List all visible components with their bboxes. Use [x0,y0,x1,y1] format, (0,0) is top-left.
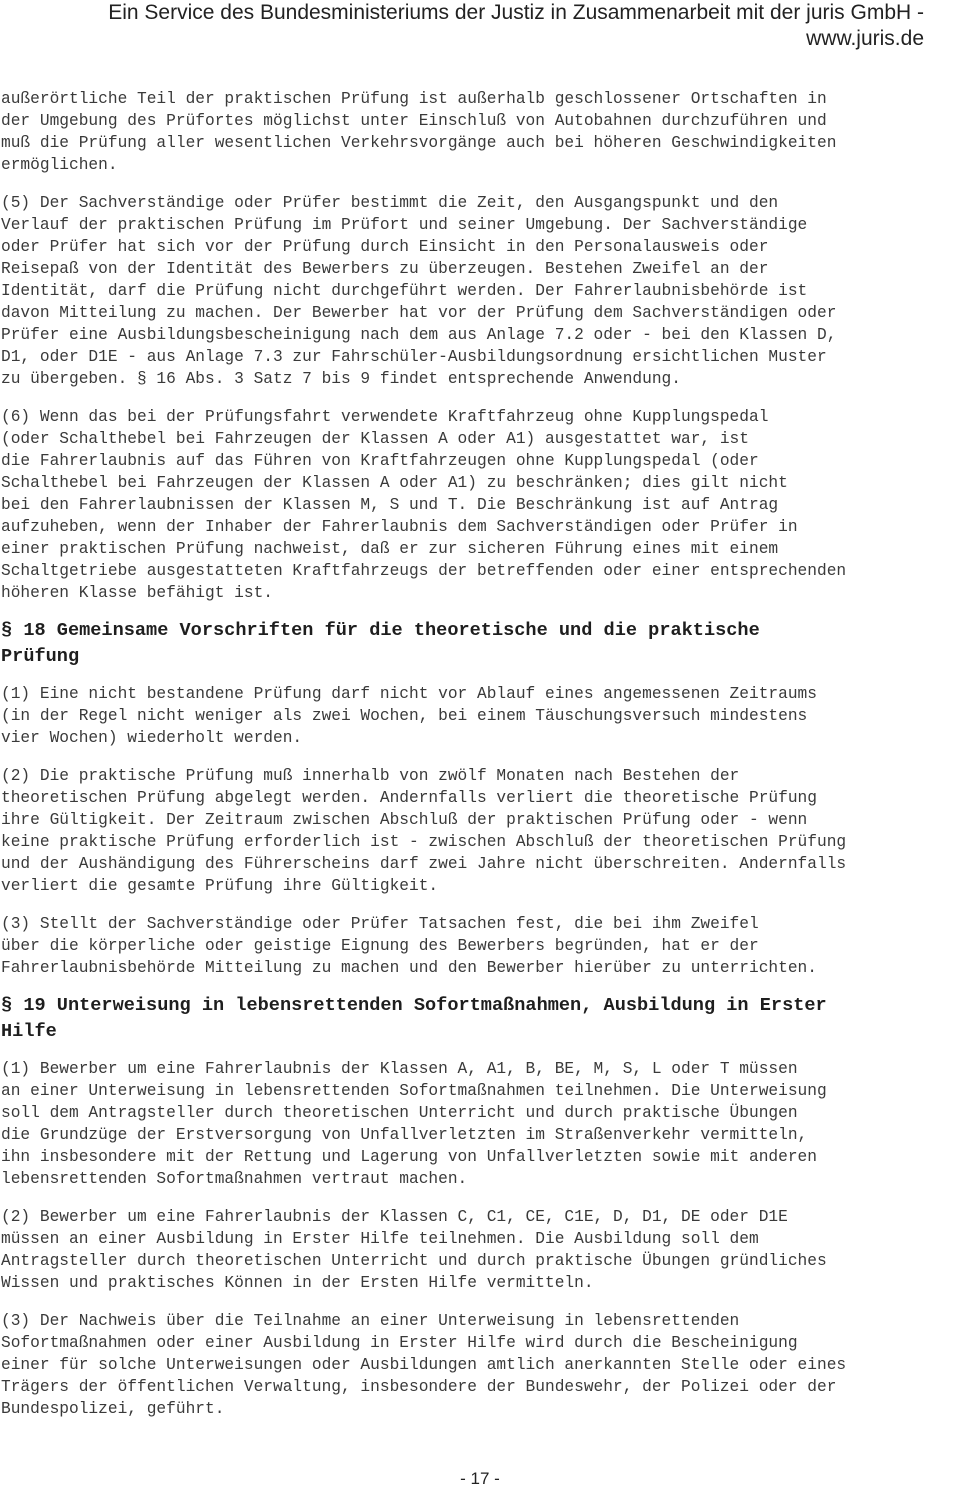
document-body [1,88,960,1420]
paragraph-18-2: (2) Die praktische Prüfung muß innerhalb von zwölf Monaten nach Bestehen der theoretischen Prüfung abgelegt werden. Andernfalls verliert die theoretische Prüfung ihre Gültigkeit. Der Zeitraum zwischen Abschluß der praktischen Prüfung oder - wenn keine praktische Prüfung erforderlich ist - zwischen Abschluß der theoretischen Prüfung und der Aushändigung des Führerscheins darf zwei Jahre nicht überschreiten. Andernfalls verliert die gesamte Prüfung ihre Gültigkeit. [1,767,847,895]
page-number: - 17 - [460,1469,500,1488]
paragraph-19-2: (2) Bewerber um eine Fahrerlaubnis der Klassen C, C1, CE, C1E, D, D1, DE oder D1E müssen an einer Ausbildung in Erster Hilfe teilnehmen. Die Ausbildung soll dem Antragsteller durch theoretischen Unterricht und durch praktische Übungen gründliches Wissen und praktisches Können in der Ersten Hilfe vermitteln. [1,1208,827,1292]
header-service-line: Ein Service des Bundesministeriums der Justiz in Zusammenarbeit mit der juris GmbH - [108,1,924,24]
section-19-heading: § 19 Unterweisung in lebensrettenden Sofortmaßnahmen, Ausbildung in Erster Hilfe [1,995,827,1042]
paragraph-19-3: (3) Der Nachweis über die Teilnahme an einer Unterweisung in lebensrettenden Sofortmaßnahmen oder einer Ausbildung in Erster Hilfe wird durch die Bescheinigung einer für solche Unterweisungen oder Ausbildungen amtlich anerkannten Stelle oder eines Trägers der öffentlichen Verwaltung, insbesondere der Bundeswehr, der Polizei oder der Bundespolizei, geführt. [1,1312,847,1418]
header-website: www.juris.de [806,27,924,50]
paragraph-18-1: (1) Eine nicht bestandene Prüfung darf nicht vor Ablauf eines angemessenen Zeitraums (in der Regel nicht weniger als zwei Wochen, bei einem Täuschungsversuch mindestens vier Wochen) wiederholt werden. [1,685,817,747]
page-header [24,0,924,52]
paragraph-19-1: (1) Bewerber um eine Fahrerlaubnis der Klassen A, A1, B, BE, M, S, L oder T müssen an einer Unterweisung in lebensrettenden Sofortmaßnahmen teilnehmen. Die Unterweisung soll dem Antragsteller durch theoretischen Unterricht und durch praktische Übungen die Grundzüge der Erstversorgung von Unfallverletzten im Straßenverkehr vermitteln, ihn insbesondere mit der Rettung und Lagerung von Unfallverletzten sowie mit anderen lebensrettenden Sofortmaßnahmen vertraut machen. [1,1060,827,1188]
paragraph-17-5: (5) Der Sachverständige oder Prüfer bestimmt die Zeit, den Ausgangspunkt und den Verlauf der praktischen Prüfung im Prüfort und seiner Umgebung. Der Sachverständige oder Prüfer hat sich vor der Prüfung durch Einsicht in den Personalausweis oder Reisepaß von der Identität des Bewerbers zu überzeugen. Bestehen Zweifel an der Identität, darf die Prüfung nicht durchgeführt werden. Der Fahrerlaubnisbehörde ist davon Mitteilung zu machen. Der Bewerber hat vor der Prüfung dem Sachverständigen oder Prüfer eine Ausbildungsbescheinigung nach dem aus Anlage 7.2 oder - bei den Klassen D, D1, oder D1E - aus Anlage 7.3 zur Fahrschüler-Ausbildungsordnung ersichtlichen Muster zu übergeben. § 16 Abs. 3 Satz 7 bis 9 findet entsprechende Anwendung. [1,194,837,388]
paragraph-18-3: (3) Stellt der Sachverständige oder Prüfer Tatsachen fest, die bei ihm Zweifel über die körperliche oder geistige Eignung des Bewerbers begründen, hat er der Fahrerlaubnisbehörde Mitteilung zu machen und den Bewerber hierüber zu unterrichten. [1,915,817,977]
paragraph-17-6: (6) Wenn das bei der Prüfungsfahrt verwendete Kraftfahrzeug ohne Kupplungspedal (oder Schalthebel bei Fahrzeugen der Klassen A oder A1) ausgestattet war, ist die Fahrerlaubnis auf das Führen von Kraftfahrzeugen ohne Kupplungspedal (oder Schalthebel bei Fahrzeugen der Klassen A oder A1) zu beschränken; dies gilt nicht bei den Fahrerlaubnissen der Klassen M, S und T. Die Beschränkung ist auf Antrag aufzuheben, wenn der Inhaber der Fahrerlaubnis dem Sachverständigen oder Prüfer in einer praktischen Prüfung nachweist, daß er zur sicheren Führung eines mit einem Schaltgetriebe ausgestatteten Kraftfahrzeugs der betreffenden oder einer entsprechenden höheren Klasse befähigt ist. [1,408,847,602]
section-18-heading: § 18 Gemeinsame Vorschriften für die theoretische und die praktische Prüfung [1,620,760,667]
paragraph-continuation: außerörtliche Teil der praktischen Prüfung ist außerhalb geschlossener Ortschaften in der Umgebung des Prüfortes möglichst unter Einschluß von Autobahnen durchzuführen und muß die Prüfung aller wesentlichen Verkehrsvorgänge auch bei höheren Geschwindigkeiten ermöglichen. [1,90,837,174]
